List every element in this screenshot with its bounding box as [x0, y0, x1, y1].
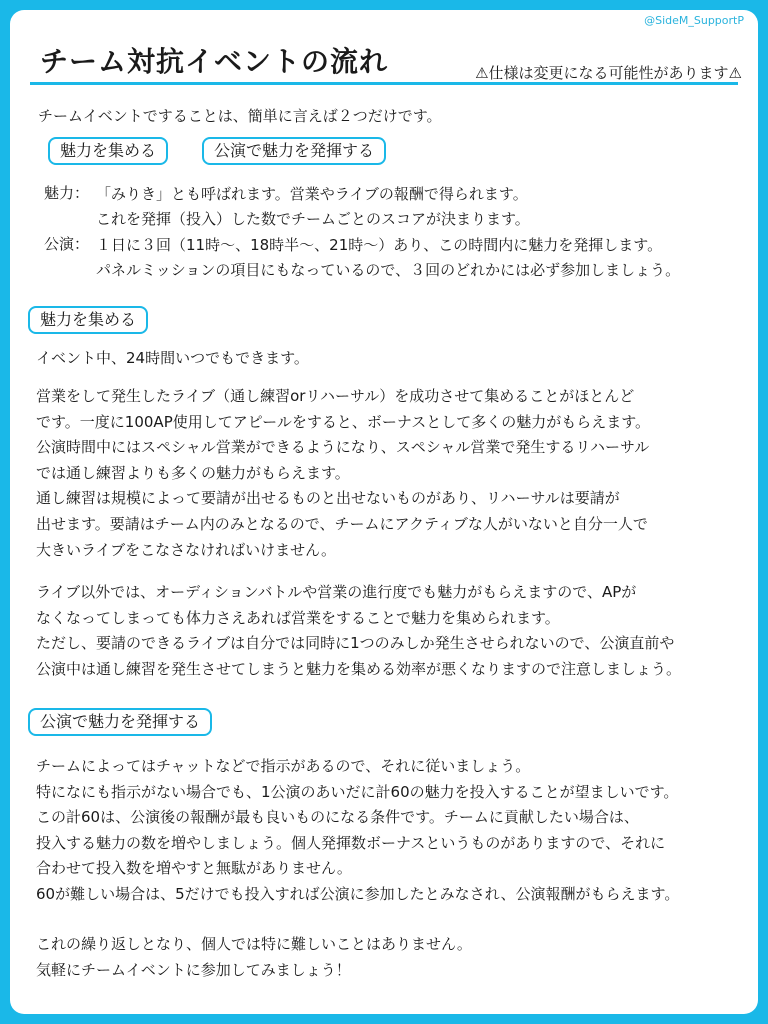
paragraph-line: チームによってはチャットなどで指示があるので、それに従いましょう。 [36, 757, 531, 775]
definition-line: これを発揮（投入）した数でチームごとのスコアが決まります。 [96, 210, 530, 229]
paragraph-line: イベント中、24時間いつでもできます。 [36, 349, 309, 367]
paragraph-line: 60が難しい場合は、5だけでも投入すれば公演に参加したとみなされ、公演報酬がもらえます。 [36, 884, 680, 903]
section1-paragraph-3 [36, 580, 744, 682]
intro-text [38, 104, 744, 130]
paragraph-line: 出せます。要請はチーム内のみとなるので、チームにアクティブな人がいないと自分一人で [36, 514, 648, 533]
paragraph-line: 公演時間中にはスペシャル営業ができるようになり、スペシャル営業で発生するリハーサル [36, 438, 650, 457]
definition-line: １日に３回（11時〜、18時半〜、21時〜）あり、この時間内に魅力を発揮します。 [96, 236, 663, 254]
definition-body [96, 182, 530, 233]
definition-term: 魅力： [44, 184, 90, 202]
paragraph-line: 合わせて投入数を増やすと無駄がありません。 [36, 859, 352, 878]
section2-paragraph-1 [36, 754, 744, 908]
paragraph-line: 気軽にチームイベントに参加してみましょう！ [36, 960, 351, 979]
paragraph-line: 公演中は通し練習を発生させてしまうと魅力を集める効率が悪くなりますので注意しましょう。 [36, 659, 682, 678]
paragraph-line: 特になにも指示がない場合でも、1公演のあいだに計60の魅力を投入することが望ましいです。 [36, 782, 679, 801]
definition-line: パネルミッションの項目にもなっているので、３回のどれかには必ず参加しましょう。 [96, 261, 681, 280]
section1-paragraph-2 [36, 384, 744, 563]
paragraph-line: 大きいライブをこなさなければいけません。 [36, 540, 337, 559]
paragraph-line: なくなってしまっても体力さえあれば営業をすることで魅力を集められます。 [36, 608, 560, 627]
definition-line: 「みりき」とも呼ばれます。営業やライブの報酬で得られます。 [96, 185, 528, 203]
paragraph-line: これの繰り返しとなり、個人では特に難しいことはありません。 [36, 935, 472, 953]
paragraph-line: 通し練習は規模によって要請が出せるものと出せないものがあり、リハーサルは要請が [36, 489, 620, 508]
intro-line: チームイベントですることは、簡単に言えば２つだけです。 [38, 107, 442, 125]
paragraph-line: ライブ以外では、オーディションバトルや営業の進行度でも魅力がもらえますので、APが [36, 583, 637, 601]
section1-paragraph-1 [36, 346, 744, 372]
definition-term: 公演： [44, 235, 90, 253]
page-title: チーム対抗イベントの流れ [40, 45, 389, 78]
paragraph-line: です。一度に100AP使用してアピールをすると、ボーナスとして多くの魅力がもらえます。 [36, 412, 651, 431]
definition-body [96, 233, 680, 284]
section-heading-use-charm-in-show: 公演で魅力を発揮する [28, 708, 212, 736]
pill-collect-charm: 魅力を集める [48, 137, 168, 165]
paragraph-line: 投入する魅力の数を増やしましょう。個人発揮数ボーナスというものがありますので、それに [36, 833, 666, 852]
paragraph-line: 営業をして発生したライブ（通し練習orリハーサル）を成功させて集めることがほとんど [36, 387, 635, 405]
section2-paragraph-2 [36, 932, 744, 983]
twitter-handle: @SideM_SupportP [644, 14, 744, 27]
paragraph-line: では通し練習よりも多くの魅力がもらえます。 [36, 463, 350, 482]
section-heading-collect-charm: 魅力を集める [28, 306, 148, 334]
pill-use-charm-in-show: 公演で魅力を発揮する [202, 137, 386, 165]
spec-change-warning: ⚠仕様は変更になる可能性があります⚠ [475, 64, 742, 82]
paragraph-line: ただし、要請のできるライブは自分では同時に1つのみしか発生させられないので、公演直前や [36, 634, 675, 653]
title-underline [30, 82, 738, 85]
paragraph-line: この計60は、公演後の報酬が最も良いものになる条件です。チームに貢献したい場合は、 [36, 808, 639, 827]
info-card [10, 10, 758, 1014]
